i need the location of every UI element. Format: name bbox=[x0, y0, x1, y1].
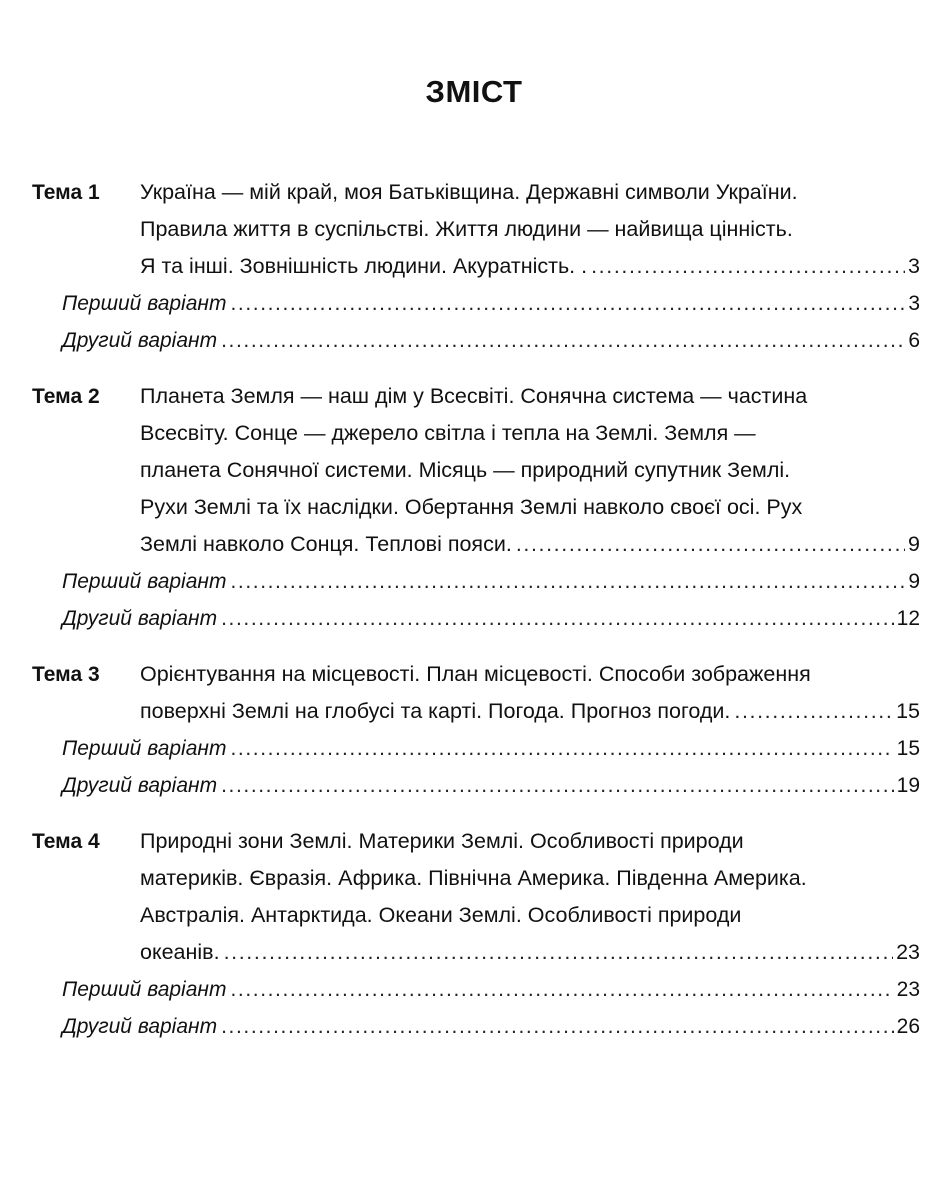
dot-leader bbox=[591, 248, 905, 285]
toc-variant-1[interactable] bbox=[62, 730, 920, 767]
page-number: 15 bbox=[896, 737, 920, 760]
page-number: 23 bbox=[896, 978, 920, 1001]
topic-line: Планета Земля — наш дім у Всесвіті. Сонячна система — частина bbox=[140, 384, 808, 408]
dot-leader bbox=[221, 1008, 894, 1045]
toc-variant-2[interactable] bbox=[62, 1008, 920, 1045]
dot-leader bbox=[221, 767, 894, 804]
page-number: 12 bbox=[896, 607, 920, 630]
topic-line: Україна — мій край, моя Батьківщина. Державні символи України. bbox=[140, 180, 798, 204]
page-number: 23 bbox=[896, 940, 920, 964]
topic-entry-line[interactable] bbox=[140, 248, 920, 285]
dot-leader bbox=[230, 285, 905, 322]
topic-line: Орієнтування на місцевості. План місцевості. Способи зображення bbox=[140, 662, 811, 686]
topic-label: Тема 1 bbox=[32, 181, 100, 204]
variant-label: Перший варіант bbox=[62, 737, 227, 760]
topic-line: Природні зони Землі. Материки Землі. Особливості природи bbox=[140, 829, 744, 853]
topic-description bbox=[140, 656, 920, 730]
topic-line: океанів. bbox=[140, 940, 220, 964]
topic-label: Тема 4 bbox=[32, 830, 100, 853]
toc-topic-4 bbox=[0, 823, 948, 1045]
dot-leader bbox=[230, 730, 893, 767]
page-number: 15 bbox=[896, 699, 920, 723]
page-number: 3 bbox=[908, 292, 920, 315]
page-number: 19 bbox=[896, 774, 920, 797]
dot-leader bbox=[516, 526, 905, 563]
toc-variant-2[interactable] bbox=[62, 767, 920, 804]
toc-variant-1[interactable] bbox=[62, 971, 920, 1008]
toc-topic-1 bbox=[0, 174, 948, 359]
topic-label: Тема 2 bbox=[32, 385, 100, 408]
topic-line: Землі навколо Сонця. Теплові пояси. bbox=[140, 532, 512, 556]
variant-label: Другий варіант bbox=[62, 329, 218, 352]
variant-label: Перший варіант bbox=[62, 570, 227, 593]
page-number: 6 bbox=[908, 329, 920, 352]
variant-label: Другий варіант bbox=[62, 774, 218, 797]
table-of-contents bbox=[0, 174, 948, 1064]
topic-line: материків. Євразія. Африка. Північна Америка. Південна Америка. bbox=[140, 866, 807, 890]
topic-description bbox=[140, 378, 920, 563]
topic-entry-line[interactable] bbox=[140, 526, 920, 563]
topic-description bbox=[140, 823, 920, 971]
toc-variant-2[interactable] bbox=[62, 322, 920, 359]
dot-leader bbox=[221, 600, 894, 637]
variant-label: Перший варіант bbox=[62, 292, 227, 315]
dot-leader bbox=[224, 934, 894, 971]
topic-line: Правила життя в суспільстві. Життя людини — найвища цінність. bbox=[140, 217, 793, 241]
dot-leader bbox=[734, 693, 893, 730]
dot-leader bbox=[230, 971, 893, 1008]
variant-label: Перший варіант bbox=[62, 978, 227, 1001]
topic-line: Австралія. Антарктида. Океани Землі. Особливості природи bbox=[140, 903, 742, 927]
topic-description bbox=[140, 174, 920, 285]
topic-label: Тема 3 bbox=[32, 663, 100, 686]
dot-leader bbox=[221, 322, 905, 359]
topic-line: Всесвіту. Сонце — джерело світла і тепла на Землі. Земля — bbox=[140, 421, 756, 445]
topic-entry-line[interactable] bbox=[140, 693, 920, 730]
page-number: 9 bbox=[908, 570, 920, 593]
topic-line: Рухи Землі та їх наслідки. Обертання Землі навколо своєї осі. Рух bbox=[140, 495, 803, 519]
variant-label: Другий варіант bbox=[62, 607, 218, 630]
toc-topic-3 bbox=[0, 656, 948, 804]
topic-line: планета Сонячної системи. Місяць — природний супутник Землі. bbox=[140, 458, 791, 482]
page-number: 9 bbox=[908, 532, 920, 556]
toc-topic-2 bbox=[0, 378, 948, 637]
topic-entry-line[interactable] bbox=[140, 934, 920, 971]
toc-variant-1[interactable] bbox=[62, 563, 920, 600]
topic-line: Я та інші. Зовнішність людини. Акуратність. . bbox=[140, 254, 588, 278]
page-title: ЗМІСТ bbox=[425, 74, 523, 109]
dot-leader bbox=[230, 563, 905, 600]
toc-variant-2[interactable] bbox=[62, 600, 920, 637]
page-number: 3 bbox=[908, 254, 920, 278]
toc-variant-1[interactable] bbox=[62, 285, 920, 322]
page-number: 26 bbox=[896, 1015, 920, 1038]
topic-line: поверхні Землі на глобусі та карті. Погода. Прогноз погоди. bbox=[140, 699, 731, 723]
variant-label: Другий варіант bbox=[62, 1015, 218, 1038]
